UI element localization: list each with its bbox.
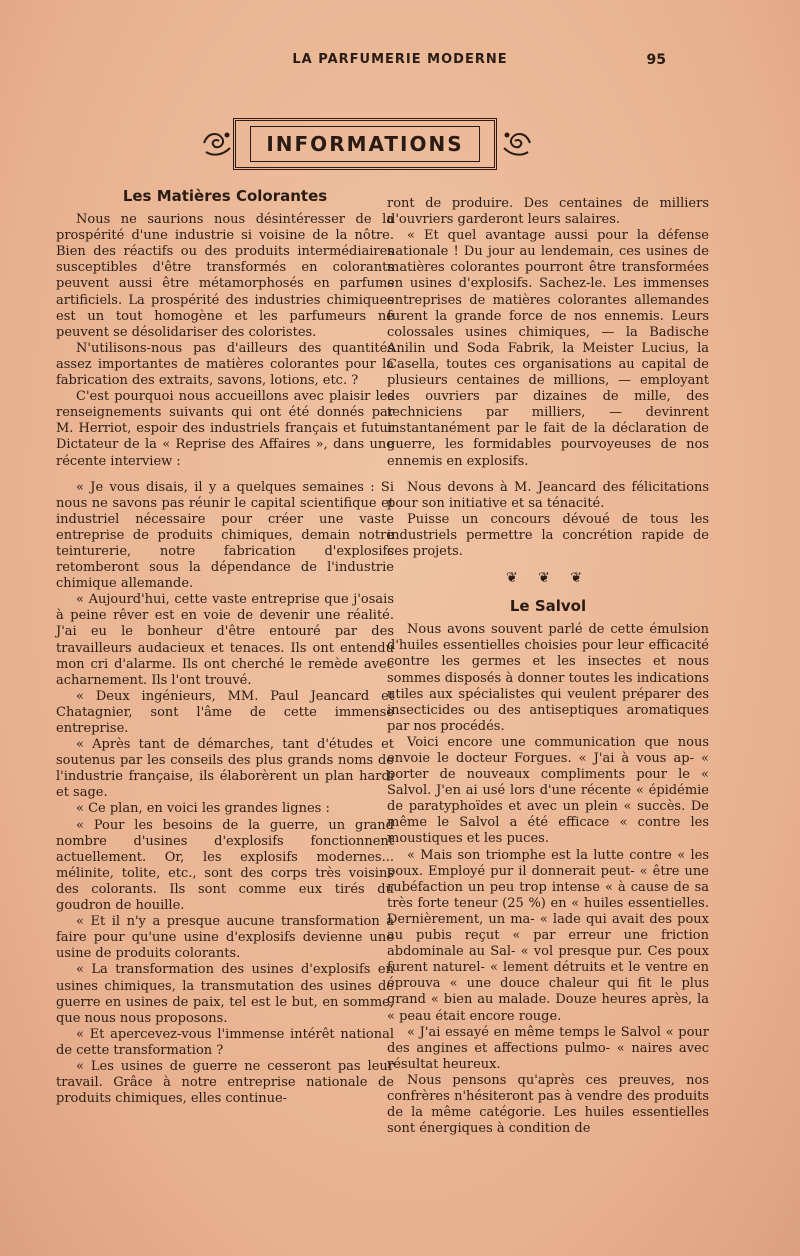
left-ornament-icon <box>200 126 234 160</box>
paragraph: « Les usines de guerre ne cesseront pas leur travail. Grâce à notre entreprise nationale de produits chimiques, elles continue- <box>56 1058 394 1107</box>
paragraph: « La transformation des usines d'explosifs en usines chimiques, la transmutation des usines de guerre en usines de paix, tel est le but, en somme, que nous nous proposons. <box>56 962 394 1026</box>
paragraph: « Ce plan, en voici les grandes lignes : <box>76 801 330 817</box>
right-ornament-icon <box>500 126 534 160</box>
paragraph: C'est pourquoi nous accueillons avec plaisir les renseignements suivants qui ont été donnés par M. Herriot, espoir des industriels français et futur Dictateur de la « Reprise des Affaires », dans une récente interview : <box>56 389 394 469</box>
paragraph: Nous avons souvent parlé de cette émulsion d'huiles essentielles choisies pour leur efficacité contre les germes et les insectes et nous sommes disposés à donner toutes les indications utiles aux spécialistes qui veulent préparer des insecticides ou des antiseptiques aromatiques par nos procédés. <box>387 622 709 734</box>
paragraph: « Aujourd'hui, cette vaste entreprise que j'osais à peine rêver est en voie de devenir une réalité. J'ai eu le bonheur d'être entouré par des travailleurs audacieux et tenaces. Ils ont entendu mon cri d'alarme. Ils ont cherché le remède avec acharnement. Ils l'ont trouvé. <box>56 592 394 688</box>
paragraph: « J'ai essayé en même temps le Salvol « pour des angines et affections pulmo- « naires avec résultat heureux. <box>387 1024 709 1072</box>
paragraph: « Et apercevez-vous l'immense intérêt national de cette transformation ? <box>56 1026 394 1058</box>
left-column <box>56 188 394 1107</box>
paragraph: « Et quel avantage aussi pour la défense nationale ! Du jour au lendemain, ces usines de matières colorantes pourront être transformées en usines d'explosifs. Sachez-le. Les immenses entreprises de matières colorantes allemandes furent la grande force de nos ennemis. Leurs colossales usines chimiques, — la Badische Anilin und Soda Fabrik, la Meister Lucius, la Casella, toutes ces organisations au capital de plusieurs centaines de millions, — employant des ouvriers par dizaines de mille, des techniciens par milliers, — devinrent instantanément par le fait de la déclaration de guerre, les formidables pourvoyeuses de nos ennemis en explosifs. <box>387 228 709 469</box>
paragraph: « Mais son triomphe est la lutte contre « les poux. Employé pur il donnerait peut- « être une rubéfaction un peu trop intense « à cause de sa très forte teneur (25 %) en « huiles essentielles. Dernièrement, un ma- « lade qui avait des poux au pubis reçut « par erreur une friction abdominale au Sal- « vol presque pur. Ces poux furent naturel- « lement détruits et le ventre en éprouva « une douce chaleur qui fit le plus grand « bien au malade. Douze heures après, la « peau était encore rouge. <box>387 847 709 1024</box>
banner-title: INFORMATIONS <box>250 126 480 162</box>
right-column <box>387 196 709 1137</box>
paragraph: Nous ne saurions nous désintéresser de la prospérité d'une industrie si voisine de la nôtre. Bien des réactifs ou des produits intermédiaires susceptibles d'être transformés en colorants peuvent aussi être métamorphosés en parfums artificiels. La prospérité des industries chimiques est un tout homogène et les parfumeurs ne peuvent se désolidariser des coloristes. <box>56 212 394 340</box>
paragraph: « Deux ingénieurs, MM. Paul Jeancard et Chatagnier, sont l'âme de cette immense entreprise. <box>56 688 394 736</box>
article-title-salvol: Le Salvol <box>509 597 587 616</box>
paragraph: « Je vous disais, il y a quelques semaines : Si nous ne savons pas réunir le capital scientifique et industriel nécessaire pour créer une vaste entreprise de produits chimiques, demain notre teinturerie, notre fabrication d'explosifs retomberont sous la dépendance de l'industrie chimique allemande. <box>56 479 394 592</box>
paragraph: Voici encore une communication que nous envoie le docteur Forgues. « J'ai à vous ap- « porter de nouveaux compliments pour le « Salvol. J'en ai usé lors d'une récente « épidémie de paratyphoïdes et avec un plein « succès. De même le Salvol a été efficace « contre les moustiques et les puces. <box>387 734 709 847</box>
paragraph: Nous devons à M. Jeancard des félicitations pour son initiative et sa ténacité. <box>387 479 709 511</box>
running-title: LA PARFUMERIE MODERNE <box>292 52 508 67</box>
paragraph: Puisse un concours dévoué de tous les industriels permettre la concrétion rapide de ces projets. <box>387 511 709 559</box>
paragraph: ront de produire. Des centaines de milliers d'ouvriers garderont leurs salaires. <box>387 196 709 228</box>
paragraph: « Pour les besoins de la guerre, un grand nombre d'usines d'explosifs fonctionnent actuellement. Or, les explosifs modernes... mélinite, tolite, etc., sont des corps très voisins des colorants. Ils sont comme eux tirés du goudron de houille. <box>56 817 394 914</box>
section-separator: ❦ ❦ ❦ <box>505 570 591 587</box>
paragraph: « Et il n'y a presque aucune transformation à faire pour qu'une usine d'explosifs devienne une usine de produits colorants. <box>56 914 394 962</box>
paragraph: Nous pensons qu'après ces preuves, nos confrères n'hésiteront pas à vendre des produits de la même catégorie. Les huiles essentielles sont énergiques à condition de <box>387 1072 709 1137</box>
page-number: 95 <box>646 52 666 68</box>
paragraph: N'utilisons-nous pas d'ailleurs des quantités assez importantes de matières colorantes pour la fabrication des extraits, savons, lotions, etc. ? <box>56 340 394 389</box>
article-title-matieres-colorantes: Les Matières Colorantes <box>122 187 328 205</box>
paragraph: « Après tant de démarches, tant d'études et soutenus par les conseils des plus grands noms de l'industrie française, ils élaborèrent un plan hardi et sage. <box>56 737 394 801</box>
informations-banner <box>233 118 497 170</box>
running-head <box>0 52 800 74</box>
